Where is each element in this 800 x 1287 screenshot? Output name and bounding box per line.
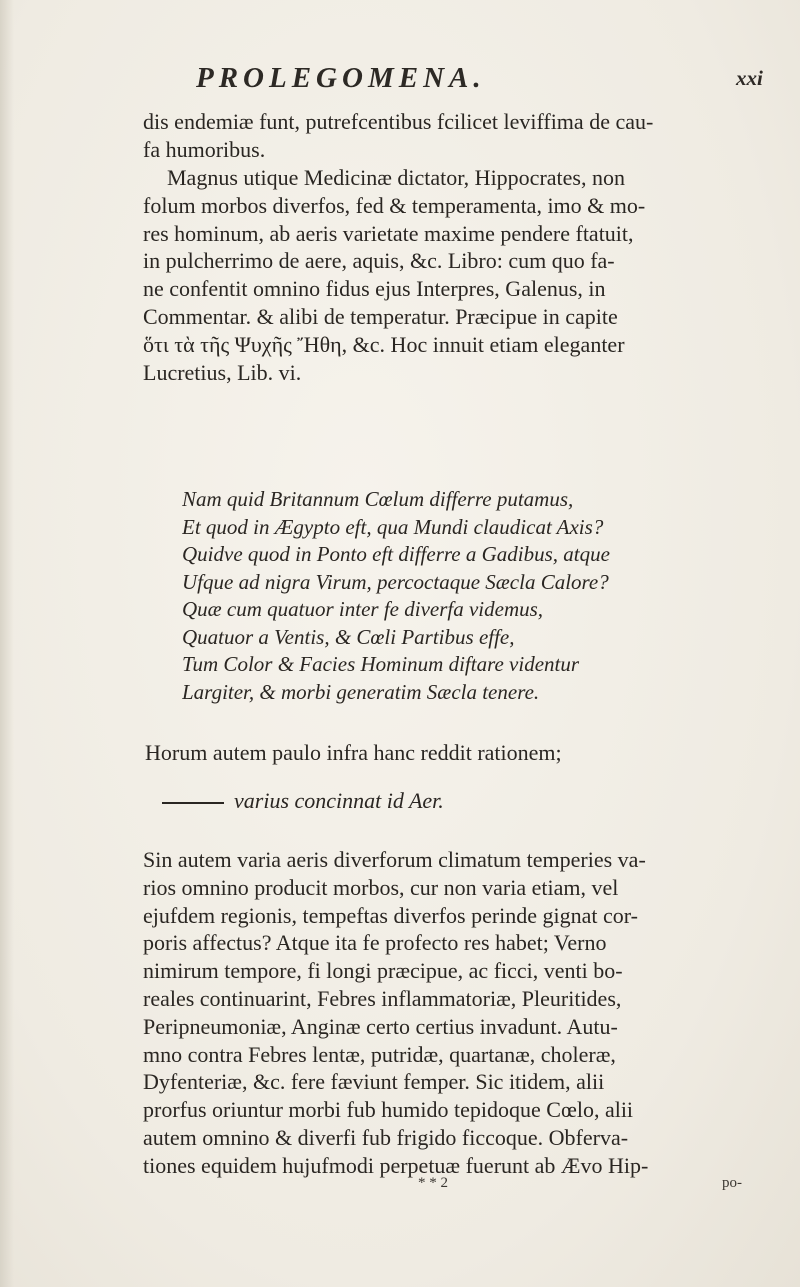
paragraph-endemic — [143, 108, 783, 164]
page-number: xxi — [736, 66, 763, 90]
verse-line: Et quod in Ægypto eft, qua Mundi claudicat Axis? — [182, 514, 604, 539]
text-line: Dyfenteriæ, &c. fere fæviunt femper. Sic itidem, alii — [143, 1069, 605, 1095]
paragraph-climates — [143, 846, 783, 1180]
text-line: ὅτι τὰ τῆς Ψυχῆς Ἤθη, &c. Hoc innuit etiam eleganter — [143, 331, 625, 357]
text-line: Magnus utique Medicinæ dictator, Hippocrates, non — [167, 165, 625, 190]
text-line: poris affectus? Atque ita fe profecto res habet; Verno — [143, 930, 607, 956]
text-line: folum morbos diverfos, fed & temperamenta, imo & mo- — [143, 192, 646, 218]
text-line: tiones equidem hujufmodi perpetuæ fuerunt ab Ævo Hip- — [143, 1152, 649, 1178]
quote-text: varius concinnat id Aer. — [234, 788, 444, 813]
quote-dash — [162, 802, 224, 804]
text-line: Sin autem varia aeris diverforum climatum temperies va- — [143, 847, 646, 872]
paragraph-hippocrates — [143, 164, 783, 386]
verse-line: Nam quid Britannum Cœlum differre putamus, — [182, 487, 574, 511]
page-edge-shadow — [0, 0, 14, 1287]
text-line: mno contra Febres lentæ, putridæ, quartanæ, choleræ, — [143, 1041, 616, 1067]
text-line: res hominum, ab aeris varietate maxime pendere ftatuit, — [143, 220, 634, 246]
text-line: prorfus oriuntur morbi fub humido tepidoque Cœlo, alii — [143, 1097, 634, 1123]
text-line: rios omnino producit morbos, cur non varia etiam, vel — [143, 874, 619, 900]
text-line: Lucretius, Lib. vi. — [143, 359, 302, 385]
text-line: ejufdem regionis, tempeftas diverfos perinde gignat cor- — [143, 902, 638, 928]
signature-mark: * * 2 — [418, 1175, 448, 1191]
verse-line: Ufque ad nigra Virum, percoctaque Sæcla Calore? — [182, 569, 609, 594]
text-line: ne confentit omnino fidus ejus Interpres, Galenus, in — [143, 276, 606, 302]
text-line: Commentar. & alibi de temperatur. Præcipue in capite — [143, 303, 618, 329]
verse-line: Quatuor a Ventis, & Cœli Partibus effe, — [182, 624, 515, 649]
text-line: nimirum tempore, fi longi præcipue, ac ficci, venti bo- — [143, 958, 623, 984]
verse-quote — [162, 788, 642, 816]
catchword: po- — [722, 1175, 742, 1191]
page-header — [0, 62, 800, 102]
verse-line: Quidve quod in Ponto eft differre a Gadibus, atque — [182, 542, 610, 566]
paragraph-ratio: Horum autem paulo infra hanc reddit rationem; — [145, 740, 562, 765]
text-line: autem omnino & diverfi fub frigido ficcoque. Obferva- — [143, 1124, 629, 1150]
lucretius-verse — [182, 486, 782, 706]
verse-line: Tum Color & Facies Hominum diftare videntur — [182, 652, 580, 676]
verse-line: Quæ cum quatuor inter fe diverfa videmus, — [182, 597, 544, 621]
text-line: dis endemiæ funt, putrefcentibus fcilicet leviffima de cau- — [143, 109, 654, 134]
verse-line: Largiter, & morbi generatim Sæcla tenere. — [182, 679, 540, 704]
text-line: in pulcherrimo de aere, aquis, &c. Libro: cum quo fa- — [143, 248, 615, 274]
text-line: Peripneumoniæ, Anginæ certo certius invadunt. Autu- — [143, 1013, 618, 1039]
text-line: reales continuarint, Febres inflammatoriæ, Pleuritides, — [143, 985, 622, 1011]
running-head: PROLEGOMENA. — [196, 62, 486, 94]
text-line: fa humoribus. — [143, 136, 266, 162]
